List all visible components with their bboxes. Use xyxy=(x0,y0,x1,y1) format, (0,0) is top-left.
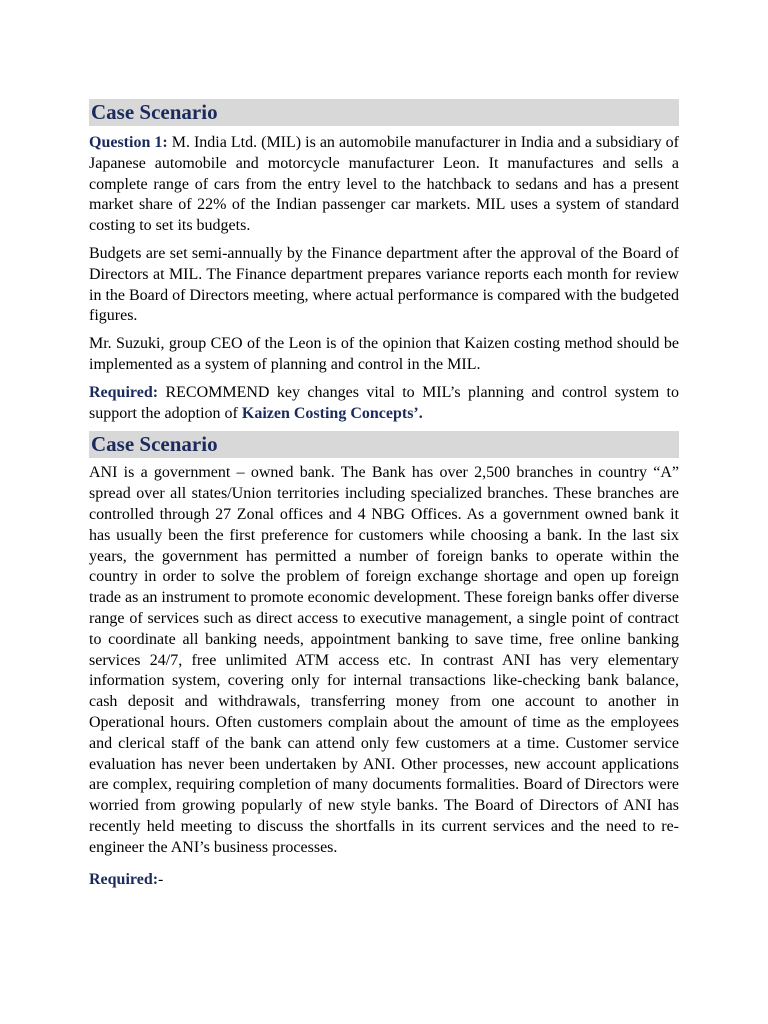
kaizen-concepts-emphasis: Kaizen Costing Concepts’. xyxy=(241,404,423,422)
case-scenario-heading-2: Case Scenario xyxy=(89,431,679,458)
document-page xyxy=(89,99,679,890)
required-paragraph-2 xyxy=(89,870,679,891)
budget-paragraph: Budgets are set semi-annually by the Finance department after the approval of the Board of Directors at MIL. The Finance department prepares variance reports each month for review in the Board of Directors meeting, where actual performance is compared with the budgeted figures. xyxy=(89,244,679,325)
required-label-2: Required: xyxy=(89,870,159,888)
ani-bank-paragraph: ANI is a government – owned bank. The Bank has over 2,500 branches in country “A” spread over all states/Union territories including specialized branches. These branches are controlled through 27 Zonal offices and 4 NBG Offices. As a government owned bank it has usually been the first preference for customers while choosing a bank. In the last six years, the government has permitted a number of foreign banks to operate within the country in order to solve the problem of foreign exchange shortage and open up foreign trade as an instrument to promote economic development. These foreign banks offer diverse range of services such as direct access to executive management, a single point of contract to coordinate all banking needs, appointment banking to save time, free online banking services 24/7, free unlimited ATM access etc. In contrast ANI has very elementary information system, covering only for internal transactions like-checking bank balance, cash deposit and withdrawals, transferring money from one account to another in Operational hours. Often customers complain about the amount of time as the employees and clerical staff of the bank can attend only few customers at a time. Customer service evaluation has never been undertaken by ANI. Other processes, new account applications are complex, requiring completion of many documents formalities. Board of Directors were worried from growing popularly of new style banks. The Board of Directors of ANI has recently held meeting to discuss the shortfalls in its current services and the need to re-engineer the ANI’s business processes. xyxy=(89,464,679,856)
question-1-label: Question 1: xyxy=(89,134,168,151)
required-paragraph-1 xyxy=(89,383,679,425)
kaizen-opinion-paragraph: Mr. Suzuki, group CEO of the Leon is of the opinion that Kaizen costing method should be implemented as a system of planning and control in the MIL. xyxy=(89,335,679,373)
required-suffix-2: - xyxy=(158,870,164,888)
question-1-text: M. India Ltd. (MIL) is an automobile manufacturer in India and a subsidiary of Japanese automobile and motorcycle manufacturer Leon. It manufactures and sells a complete range of cars from the entry level to the hatchback to sedans and has a present market share of 22% of the Indian passenger car markets. MIL uses a system of standard costing to set its budgets. xyxy=(89,134,680,235)
case-scenario-heading-1: Case Scenario xyxy=(89,99,679,126)
required-text-1: RECOMMEND key changes vital to MIL’s planning and control system to support the adoption of xyxy=(89,383,679,422)
required-label-1: Required: xyxy=(89,383,159,401)
question-1-paragraph xyxy=(89,133,679,237)
